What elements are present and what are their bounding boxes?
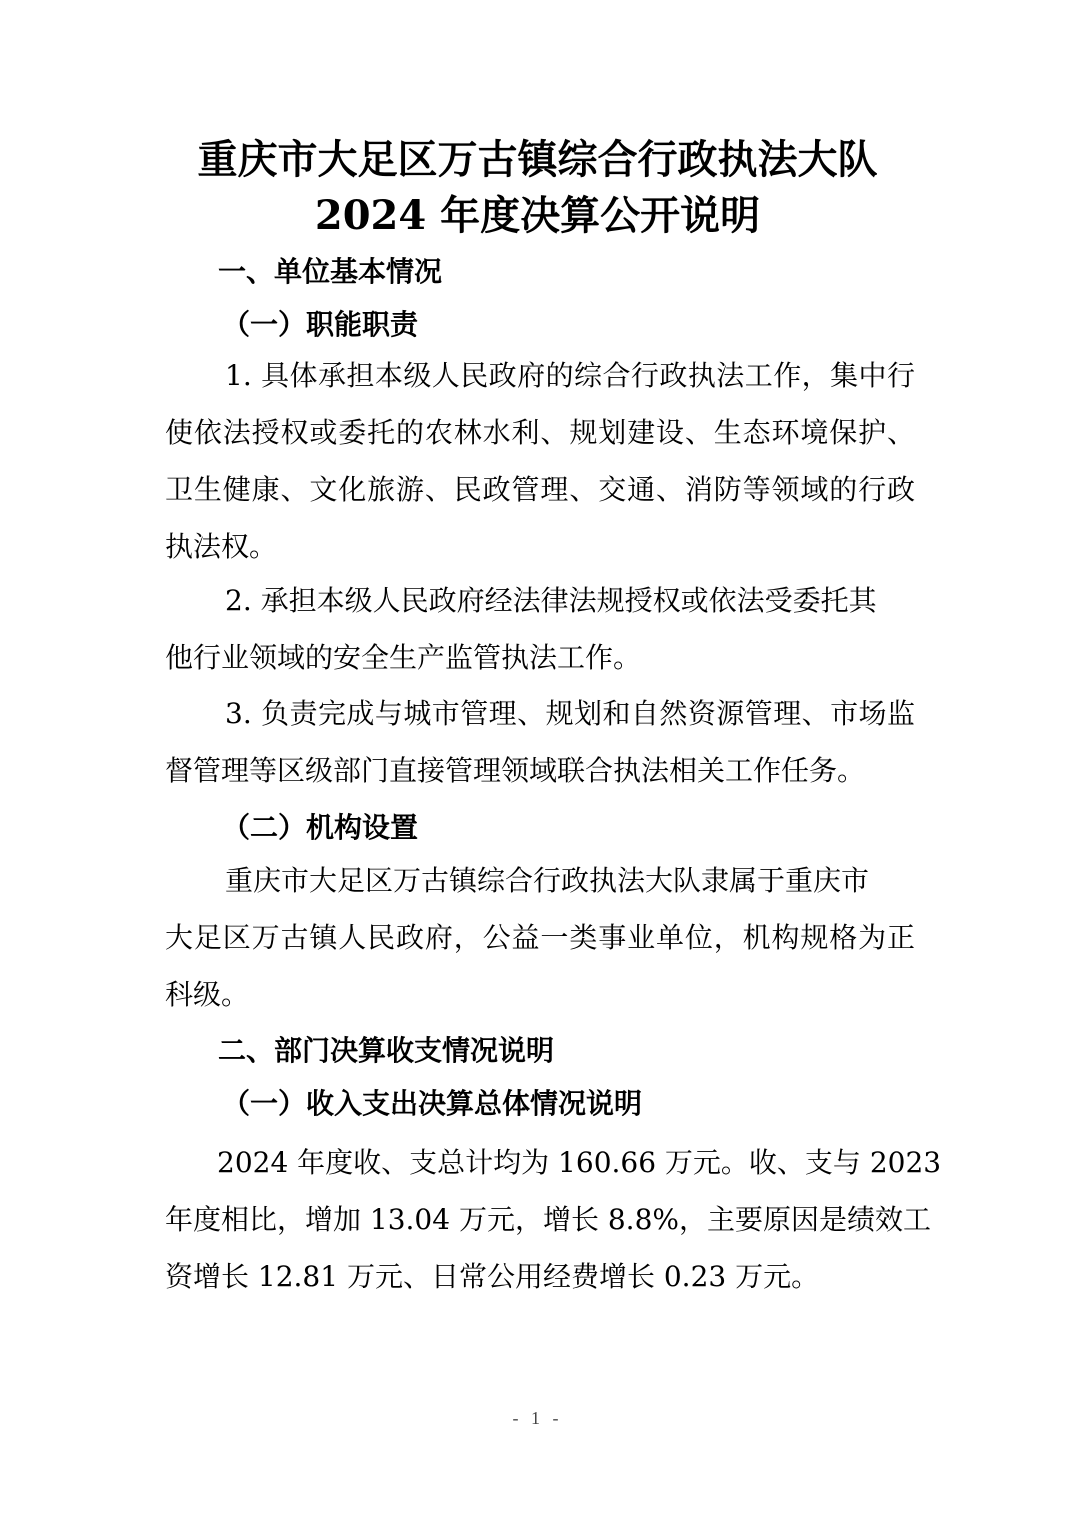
section-1-heading: 一、单位基本情况: [218, 255, 443, 288]
text-line: 1. 具体承担本级人民政府的综合行政执法工作，集中行: [225, 359, 915, 392]
paragraph-duty-1: [165, 347, 915, 575]
text-line: 科级。: [165, 978, 250, 1011]
paragraph-budget-summary: [165, 1134, 942, 1305]
text-line: 卫生健康、文化旅游、民政管理、交通、消防等领域的行政: [165, 473, 915, 506]
text-line: 执法权。: [165, 530, 278, 563]
section-2-heading: 二、部门决算收支情况说明: [218, 1034, 555, 1067]
section-1-1-heading: （一）职能职责: [222, 308, 419, 341]
text-line: 2. 承担本级人民政府经法律法规授权或依法受委托其: [225, 584, 877, 617]
text-line: 督管理等区级部门直接管理领域联合执法相关工作任务。: [165, 754, 866, 787]
document-title-line1: 重庆市大足区万古镇综合行政执法大队: [197, 136, 878, 183]
paragraph-organization: [165, 852, 915, 1023]
text-line: 2024 年度收、支总计均为 160.66 万元。收、支与 2023: [217, 1146, 942, 1179]
page-number: - 1 -: [512, 1408, 563, 1428]
section-1-2-heading: （二）机构设置: [222, 811, 419, 844]
text-line: 年度相比，增加 13.04 万元，增长 8.8%，主要原因是绩效工: [165, 1203, 931, 1236]
paragraph-duty-3: [165, 685, 915, 799]
text-line: 资增长 12.81 万元、日常公用经费增长 0.23 万元。: [165, 1260, 820, 1293]
text-line: 他行业领域的安全生产监管执法工作。: [165, 641, 642, 674]
text-line: 使依法授权或委托的农林水利、规划建设、生态环境保护、: [165, 416, 915, 449]
paragraph-duty-2: [165, 572, 915, 686]
text-line: 重庆市大足区万古镇综合行政执法大队隶属于重庆市: [225, 864, 870, 897]
text-line: 3. 负责完成与城市管理、规划和自然资源管理、市场监: [225, 697, 915, 730]
text-line: 大足区万古镇人民政府，公益一类事业单位，机构规格为正: [165, 921, 915, 954]
document-title-line2: 2024 年度决算公开说明: [314, 192, 761, 239]
section-2-1-heading: （一）收入支出决算总体情况说明: [222, 1087, 643, 1120]
